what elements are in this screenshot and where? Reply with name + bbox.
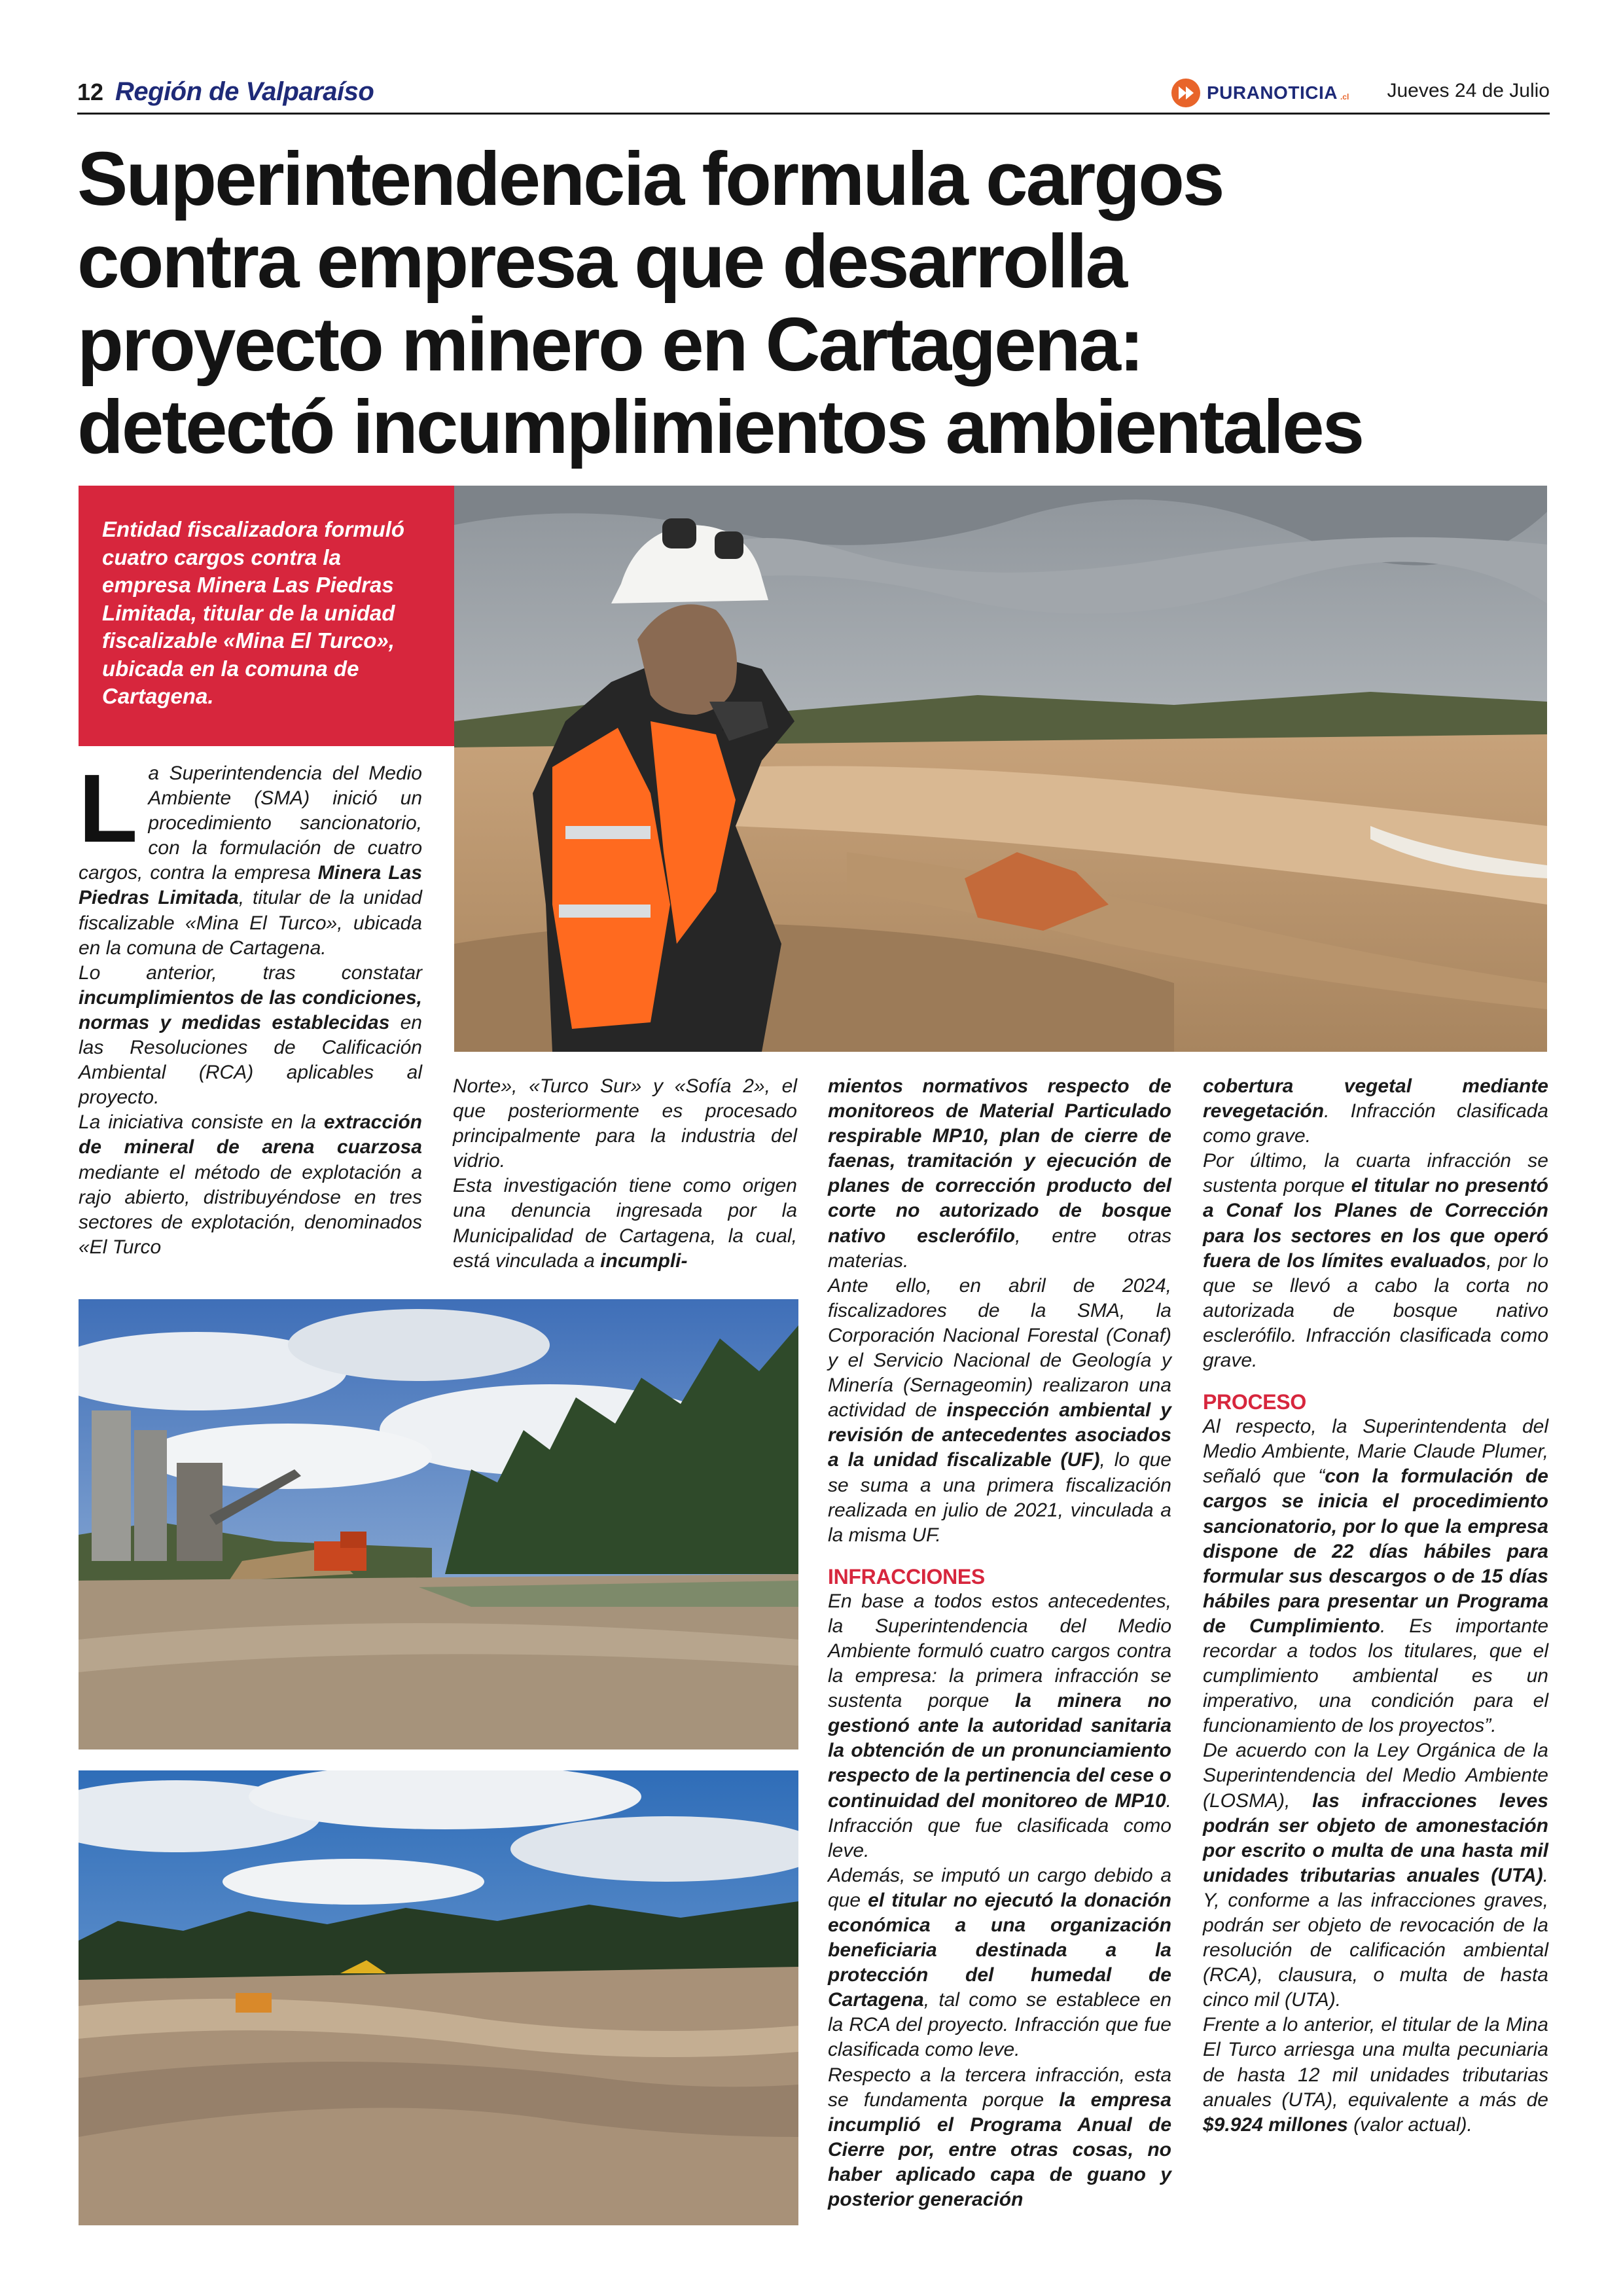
text-run: (valor actual). [1347,2113,1472,2136]
text-run-bold: mientos normativos respecto de monitoreos de Material Particulado respirable MP10, plan de cierre de faenas, tramitación y ejecución de planes de corrección producto del corte no autorizado de bosque nativo esclerófilo [828,1075,1171,1247]
text-run: En base a todos estos antecedentes, la Superintendencia del Medio Ambiente formuló cuatro cargos contra la empresa: la primera infracción se sustenta porque [828,1590,1171,1712]
photo-processing-plant [79,1299,798,1749]
text-run: . Infracción clasificada como grave. [1203,1100,1548,1147]
headline-line: proyecto minero en Cartagena: [77,301,1143,387]
text-run: Frente a lo anterior, el titular de la Mina El Turco arriesga una multa pecuniaria de hasta 12 mil unidades tributarias anuales (UTA), equivalente a más de [1203,2014,1548,2111]
issue-date: Jueves 24 de Julio [1387,80,1550,101]
text-run-bold: $9.924 millones [1203,2113,1348,2136]
text-run-bold: Minera Las Piedras Limitada [79,862,422,909]
article-paragraph [1203,1738,1548,2013]
section-title: Región de Valparaíso [115,77,374,106]
article-paragraph [79,755,422,961]
text-run: mediante el método de explotación a rajo abierto, distribuyéndose en tres sectores de explotación, denominados «El Turco [79,1161,422,1258]
article-paragraph [1203,1414,1548,1738]
text-run: en las Resoluciones de Calificación Ambiental (RCA) aplicables al proyecto. [79,1011,422,1109]
article-paragraph [828,1074,1171,1274]
header-divider [77,113,1550,115]
text-run: Además, se imputó un cargo debido a que [828,1864,1171,1911]
text-run: . Infracción que fue clasificada como leve. [828,1789,1171,1861]
text-run: Al respecto, la Superintendenta del Medio Ambiente, Marie Claude Plumer, señaló que “ [1203,1416,1548,1488]
photo-worker-at-mine [454,486,1547,1052]
publication-logo [1171,79,1349,107]
page-number: 12 [77,79,104,105]
text-run: . Es importante recordar a todos los titulares, que el cumplimiento ambiental es un imperativo, una condición para el funcionamiento de los proyectos”. [1203,1615,1548,1737]
text-run-bold: extracción de mineral de arena cuarzosa [79,1111,422,1158]
headline-line: contra empresa que desarrolla [77,219,1126,304]
article-paragraph [453,1174,797,1273]
text-run: Esta investigación tiene como origen una denuncia ingresada por la Municipalidad de Cartagena, la cual, está vinculada a [453,1175,797,1272]
text-run-bold: la minera no gestionó ante la autoridad sanitaria la obtención de un pronunciamiento respecto de la pertinencia del cese o continuidad del monitoreo de MP10 [828,1690,1171,1812]
article-column-2 [453,1074,797,1274]
text-run-bold: incumpli- [600,1249,688,1272]
article-column-3 [828,1074,1171,2212]
article-paragraph [1203,2013,1548,2137]
text-run: Respecto a la tercera infracción, esta se fundamenta porque [828,2064,1171,2111]
article-paragraph [79,961,422,1111]
article-paragraph [828,1589,1171,1863]
text-run-bold: el titular no ejecutó la donación económica a una organización beneficiaria destinada a la protección del humedal de Cartagena [828,1889,1172,2011]
article-paragraph [828,1863,1171,2063]
text-run: , titular de la unidad fiscalizable «Mina El Turco», ubicada en la comuna de Cartagena. [79,887,422,959]
article-paragraph: Norte», «Turco Sur» y «Sofía 2», el que posteriormente es procesado principalmente para la industria del vidrio. [453,1075,797,1172]
text-run-bold: el titular no presentó a Conaf los Planes de Corrección para los sectores en los que operó fuera de los límites evaluados [1203,1175,1548,1272]
article-paragraph [1203,1149,1548,1373]
lead-box [79,486,457,746]
headline-line: Superintendencia formula cargos [77,136,1223,221]
text-run: , tal como se establece en la RCA del proyecto. Infracción que fue clasificada como leve. [828,1989,1171,2061]
article-column-1 [79,755,422,1260]
article-column-4 [1203,1074,1548,2138]
text-run-bold: las infracciones leves podrán ser objeto de amonestación por escrito o multa de una hasta mil unidades tributarias anuales (UTA) [1203,1789,1548,1886]
text-run: , entre otras materias. [828,1225,1171,1272]
headline-line: detectó incumplimientos ambientales [77,384,1363,470]
text-run-bold: incumplimientos de las condiciones, normas y medidas establecidas [79,986,422,1033]
logo-suffix: .cl [1340,92,1349,101]
text-run-bold: inspección ambiental y revisión de antecedentes asociados a la unidad fiscalizable (UF) [828,1399,1171,1471]
photo-open-pit [79,1770,798,2225]
lead-text: Entidad fiscalizadora formuló cuatro cargos contra la empresa Minera Las Piedras Limitada, titular de la unidad fiscalizable «Mina El Turco», ubicada en la comuna de Cartagena. [102,517,405,709]
subhead-proceso: PROCESO [1203,1390,1306,1414]
text-run-bold: la empresa incumplió el Programa Anual de Cierre por, entre otras cosas, no haber aplicado capa de guano y posterior generación [828,2089,1171,2211]
text-run: Ante ello, en abril de 2024, fiscalizadores de la SMA, la Corporación Nacional Forestal (Conaf) y el Servicio Nacional de Geología y Minería (Sernageomin) realizaron una actividad de [828,1274,1171,1422]
logo-text: PURANOTICIA [1207,82,1338,103]
text-run: , lo que se suma a una primera fiscalización realizada en julio de 2021, vinculada a la misma UF. [828,1449,1171,1546]
article-paragraph [79,1110,422,1260]
article-paragraph [1203,1074,1548,1149]
drop-cap: L [79,755,138,863]
text-run: . Y, conforme a las infracciones graves, podrán ser objeto de revocación de la resolución de calificación ambiental (RCA), clausura, o multa de hasta cinco mil (UTA). [1203,1864,1548,2011]
article-paragraph [828,1274,1171,1548]
logo-arrows-icon [1171,79,1200,107]
article-paragraph [828,2063,1171,2213]
text-run: De acuerdo con la Ley Orgánica de la Superintendencia del Medio Ambiente (LOSMA), [1203,1740,1548,1812]
text-run: Por último, la cuarta infracción se sustenta porque [1203,1150,1548,1197]
text-run-bold: con la formulación de cargos se inicia el procedimiento sancionatorio, por lo que la empresa dispone de 22 días hábiles para formular sus descargos o de 15 días hábiles para presentar un Programa de Cumplimiento [1203,1465,1548,1637]
text-run-bold: cobertura vegetal mediante revegetación [1203,1075,1548,1122]
text-run: La iniciativa consiste en la [79,1111,324,1134]
text-run: , por lo que se llevó a cabo la corta no autorizada de bosque nativo esclerófilo. Infracción clasificada como grave. [1203,1249,1549,1372]
headline [77,137,1556,469]
text-run: a Superintendencia del Medio Ambiente (SMA) inició un procedimiento sancionatorio, con la formulación de cuatro cargos, contra la empresa [79,762,422,884]
text-run: Lo anterior, tras constatar [79,961,422,984]
subhead-infracciones: INFRACCIONES [828,1564,985,1588]
